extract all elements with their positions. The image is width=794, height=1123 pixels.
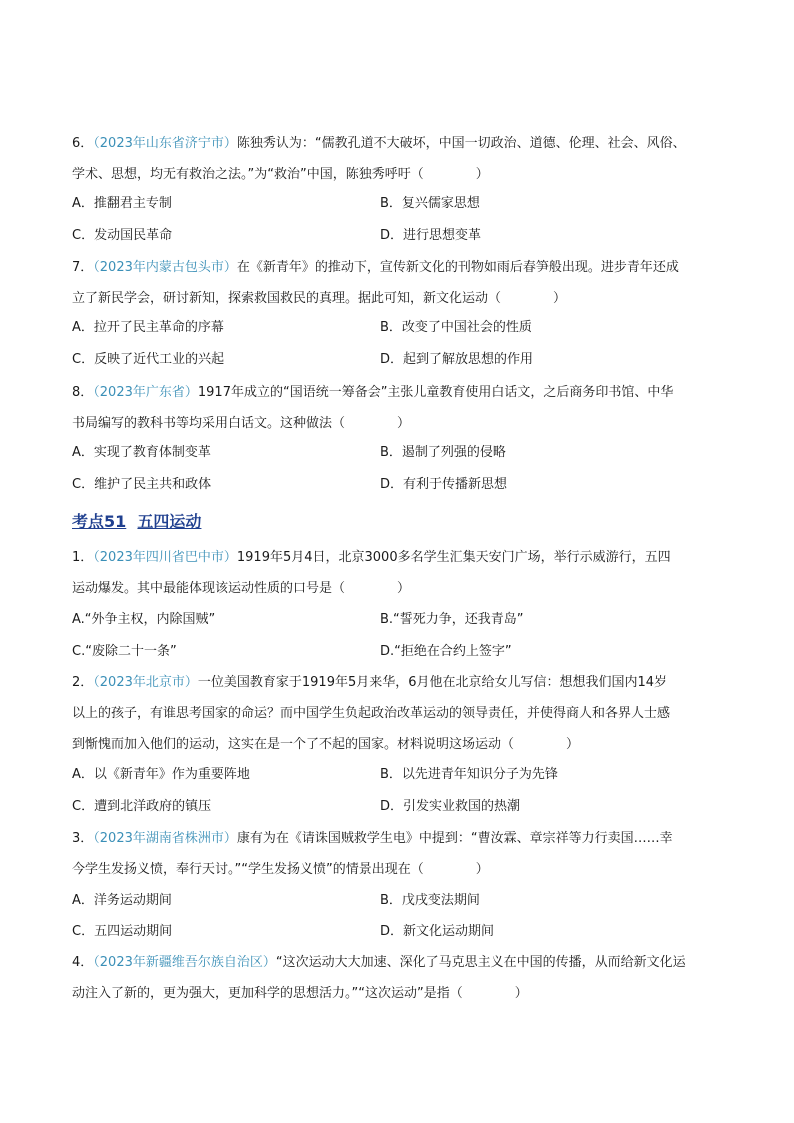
question-text: 动注入了新的，更为强大，更加科学的思想活力。”“这次运动”是指（ ）: [72, 986, 528, 1001]
question-number: 3．: [72, 831, 94, 846]
section-heading: [72, 509, 201, 532]
question-text: 康有为在《请诛国贼救学生电》中提到：“曹汝霖、章宗祥等力行卖国……幸: [236, 831, 673, 846]
question-number: 6．: [72, 136, 94, 151]
option-c: C．遭到北洋政府的镇压: [72, 799, 212, 814]
question-number: 4．: [72, 955, 94, 970]
option-d: D．新文化运动期间: [380, 924, 495, 939]
option-a: A．拉开了民主革命的序幕: [72, 320, 224, 335]
option-a: A．推翻君主专制: [72, 196, 172, 211]
question-stem-line: [72, 823, 722, 854]
question-text: 以上的孩子，有谁思考国家的命运？而中国学生负起政治改革运动的领导责任，并使得商人和各界人士感: [72, 706, 671, 721]
question-text: 一位美国教育家于1919年5月来华，6月他在北京给女儿写信：想想我们国内14岁: [197, 675, 668, 690]
question-number: 7．: [72, 260, 94, 275]
question-stem-line: [72, 128, 722, 159]
question-stem-line: [72, 377, 722, 408]
option-b: B．戊戌变法期间: [380, 893, 480, 908]
question-stem-line: [72, 542, 722, 573]
option-b: B．复兴儒家思想: [380, 196, 480, 211]
option-d: D．进行思想变革: [380, 228, 482, 243]
option-d: D．有利于传播新思想: [380, 477, 508, 492]
question-stem-line: [72, 252, 722, 283]
option-a: A．以《新青年》作为重要阵地: [72, 767, 250, 782]
question-1: [72, 542, 722, 604]
question-text: 运动爆发。其中最能体现该运动性质的口号是（ ）: [72, 581, 411, 596]
question-text: 1917年成立的“国语统一筹备会”主张儿童教育使用白话文，之后商务印书馆、中华: [197, 385, 674, 400]
option-c: C.“废除二十一条”: [72, 644, 177, 659]
question-text: 立了新民学会，研讨新知，探索救国救民的真理。据此可知，新文化运动（ ）: [72, 291, 567, 306]
option-d: D．引发实业救国的热潮: [380, 799, 521, 814]
option-b: B．改变了中国社会的性质: [380, 320, 532, 335]
question-8: [72, 377, 722, 439]
question-text: 到惭愧而加入他们的运动，这实在是一个了不起的国家。材料说明这场运动（ ）: [72, 737, 580, 752]
question-source: （2023年广东省）: [93, 385, 198, 400]
section-title: 五四运动: [137, 512, 202, 531]
option-b: B．以先进青年知识分子为先锋: [380, 767, 558, 782]
question-source: （2023年内蒙古包头市）: [93, 260, 237, 275]
option-a: A.“外争主权，内除国贼”: [72, 612, 216, 627]
question-text: 学术、思想，均无有救治之法。”为“救治”中国，陈独秀呼吁（ ）: [72, 167, 489, 182]
question-3: [72, 823, 722, 885]
option-c: C．反映了近代工业的兴起: [72, 352, 225, 367]
question-2: [72, 667, 722, 760]
option-c: C．发动国民革命: [72, 228, 173, 243]
question-source: （2023年湖南省株洲市）: [93, 831, 237, 846]
question-number: 2．: [72, 675, 94, 690]
option-d: D．起到了解放思想的作用: [380, 352, 534, 367]
option-b: B．遏制了列强的侵略: [380, 445, 506, 460]
question-source: （2023年新疆维吾尔族自治区）: [93, 955, 276, 970]
option-c: C．维护了民主共和政体: [72, 477, 212, 492]
question-stem-line: [72, 947, 722, 978]
option-a: A．实现了教育体制变革: [72, 445, 211, 460]
question-number: 1．: [72, 550, 94, 565]
question-6: [72, 128, 722, 190]
question-source: （2023年山东省济宁市）: [93, 136, 237, 151]
question-source: （2023年四川省巴中市）: [93, 550, 237, 565]
question-text: 书局编写的教科书等均采用白话文。这种做法（ ）: [72, 416, 411, 431]
option-b: B.“誓死力争，还我青岛”: [380, 612, 524, 627]
question-stem-line: [72, 667, 722, 698]
question-text: “这次运动大大加速、深化了马克思主义在中国的传播，从而给新文化运: [275, 955, 686, 970]
question-source: （2023年北京市）: [93, 675, 198, 690]
option-c: C．五四运动期间: [72, 924, 173, 939]
option-d: D.“拒绝在合约上签字”: [380, 644, 512, 659]
question-text: 在《新青年》的推动下，宣传新文化的刊物如雨后春笋般出现。进步青年还成: [236, 260, 679, 275]
question-number: 8．: [72, 385, 94, 400]
question-text: 1919年5月4日，北京3000多名学生汇集天安门广场，举行示威游行，五四: [236, 550, 671, 565]
question-text: 今学生发扬义愤，奉行天讨。”“学生发扬义愤”的情景出现在（ ）: [72, 862, 489, 877]
option-a: A．洋务运动期间: [72, 893, 172, 908]
question-4: [72, 947, 722, 1009]
question-text: 陈独秀认为：“儒教孔道不大破坏，中国一切政治、道德、伦理、社会、风俗、: [236, 136, 686, 151]
section-label: 考点51: [72, 512, 127, 531]
question-7: [72, 252, 722, 314]
